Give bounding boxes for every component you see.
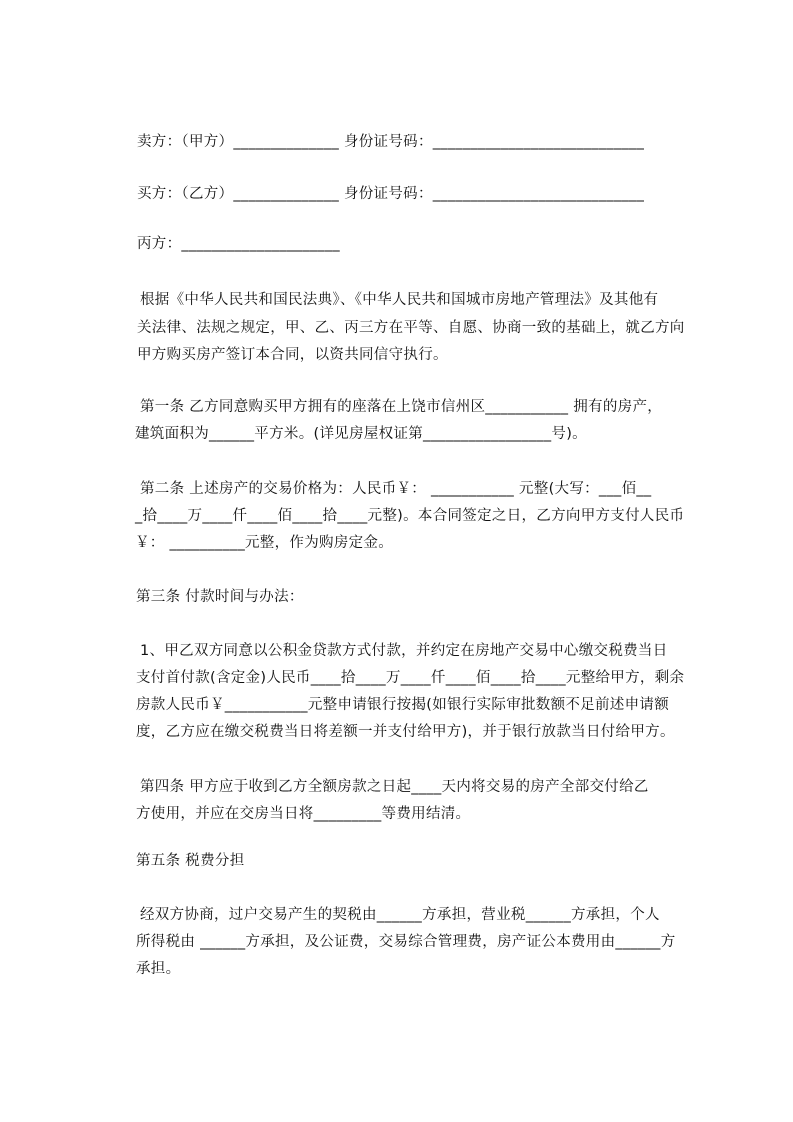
article2-line: 第二条 上述房产的交易价格为：人民币￥： ___________ 元整(大写：___佰__ [140, 481, 652, 497]
article3-item-line: 房款人民币￥___________元整申请银行按揭(如银行实际审批数额不足前述申请额 [136, 697, 670, 713]
article1-line: 第一条 乙方同意购买甲方拥有的座落在上饶市信州区___________ 拥有的房产， [140, 399, 663, 415]
article3-item-line: 度，乙方应在缴交税费当日将差额一并支付给甲方)，并于银行放款当日付给甲方。 [136, 724, 675, 740]
article4-line: 第四条 甲方应于收到乙方全额房款之日起____天内将交易的房产全部交付给乙 [140, 779, 649, 795]
article3-title: 第三条 付款时间与办法： [136, 589, 304, 605]
preamble-line: 甲方购买房产签订本合同，以资共同信守执行。 [137, 347, 448, 363]
preamble-line: 根据《中华人民共和国民法典》、《中华人民共和国城市房地产管理法》及其他有 [140, 292, 659, 308]
article3-item-line: 支付首付款(含定金)人民币____拾____万____仟____佰____拾____元整给甲方，剩余 [136, 670, 685, 686]
third-party-line: 丙方：_____________________ [137, 236, 340, 252]
article5-title: 第五条 税费分担 [136, 853, 245, 869]
article5-line: 承担。 [136, 961, 181, 977]
article5-line: 所得税由 ______方承担，及公证费，交易综合管理费，房产证公本费用由______方 [136, 934, 676, 950]
article2-line: _拾____万____仟____佰____拾____元整)。本合同签定之日，乙方向甲方支付人民币 [135, 508, 685, 524]
article3-item-line: 1、甲乙双方同意以公积金贷款方式付款，并约定在房地产交易中心缴交税费当日 [140, 643, 668, 659]
article2-line: ￥： __________元整，作为购房定金。 [135, 535, 394, 551]
article5-line: 经双方协商，过户交易产生的契税由______方承担，营业税______方承担，个人 [140, 907, 660, 923]
preamble-line: 关法律、法规之规定，甲、乙、丙三方在平等、自愿、协商一致的基础上，就乙方向 [137, 320, 685, 336]
article4-line: 方使用，并应在交房当日将_________等费用结清。 [136, 806, 471, 822]
buyer-line: 买方：（乙方）______________ 身份证号码：____________________________ [137, 186, 645, 202]
seller-line: 卖方：（甲方）______________ 身份证号码：____________________________ [137, 134, 645, 150]
article1-line: 建筑面积为______平方米。(详见房屋权证第_________________号)。 [135, 426, 587, 442]
